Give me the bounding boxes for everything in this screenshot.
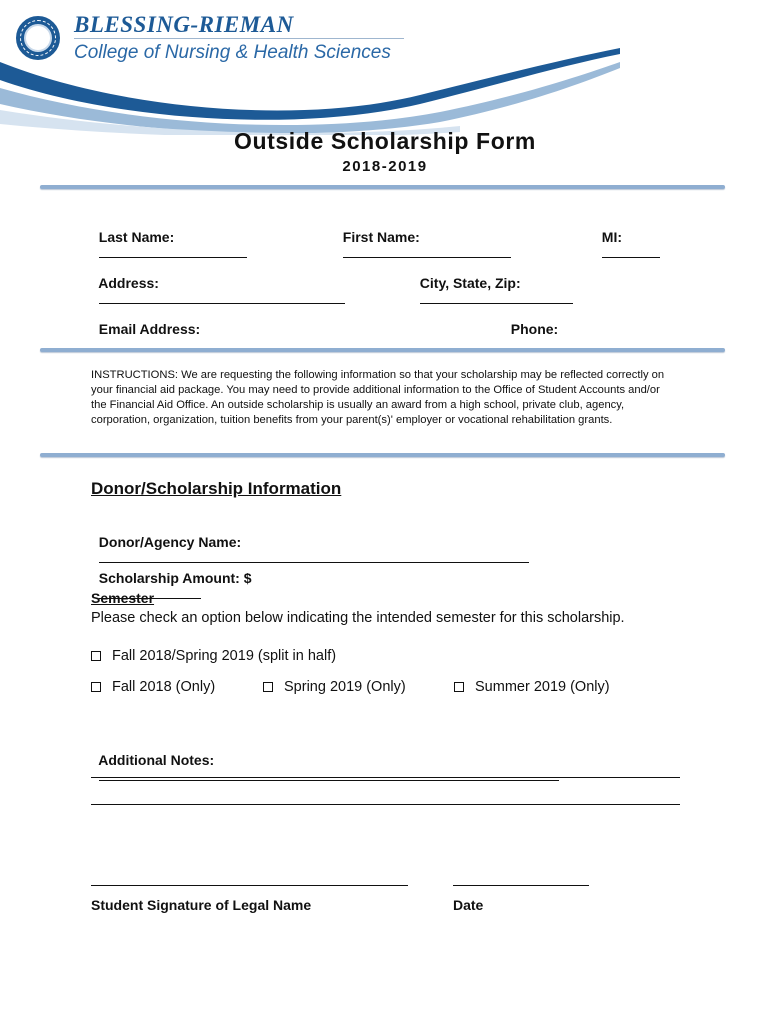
- section-divider: [40, 453, 725, 457]
- semester-heading: Semester: [91, 590, 155, 606]
- notes-line[interactable]: [91, 777, 680, 778]
- city-state-zip-label: City, State, Zip:: [419, 275, 521, 291]
- semester-option-fall[interactable]: [91, 679, 215, 695]
- donor-section-heading: Donor/Scholarship Information: [91, 479, 342, 498]
- institution-subtitle: College of Nursing & Health Sciences: [74, 42, 391, 63]
- city-state-zip-field[interactable]: [412, 259, 573, 307]
- mi-field[interactable]: [594, 213, 660, 261]
- mi-input[interactable]: [602, 245, 660, 258]
- address-field[interactable]: [91, 259, 345, 307]
- signature-line[interactable]: [91, 885, 408, 886]
- checkbox-icon[interactable]: [263, 682, 273, 692]
- last-name-field[interactable]: [91, 213, 247, 261]
- section-divider: [40, 348, 725, 352]
- checkbox-icon[interactable]: [454, 682, 464, 692]
- checkbox-icon[interactable]: [91, 651, 101, 661]
- semester-option-label: Fall 2018 (Only): [112, 679, 216, 695]
- first-name-field[interactable]: [335, 213, 511, 261]
- phone-field[interactable]: [503, 305, 633, 353]
- phone-label: Phone:: [510, 321, 559, 337]
- semester-option-summer[interactable]: [454, 679, 610, 695]
- date-line[interactable]: [453, 885, 589, 886]
- first-name-input[interactable]: [343, 245, 511, 258]
- semester-option-label: Fall 2018/Spring 2019 (split in half): [112, 648, 337, 664]
- signature-label: Student Signature of Legal Name: [91, 897, 312, 913]
- semester-option-split[interactable]: [91, 648, 336, 664]
- last-name-label: Last Name:: [98, 229, 175, 245]
- semester-option-spring[interactable]: [263, 679, 406, 695]
- form-year: 2018-2019: [342, 158, 428, 175]
- semester-description: Please check an option below indicating the intended semester for this scholarship.: [91, 610, 625, 626]
- donor-agency-label: Donor/Agency Name:: [98, 534, 242, 550]
- address-label: Address:: [98, 275, 159, 291]
- instructions-text: INSTRUCTIONS: We are requesting the following information so that your scholarship may be reflected correctly on your financial aid package. You may need to provide additional information to the Office of Student Accounts and/or the Financial Aid Office. An outside scholarship is usually an award from a high school, private club, agency, corporation, organization, tuition benefits from your parent(s)' employer or vocational rehabilitation grants.: [91, 369, 665, 426]
- semester-option-label: Summer 2019 (Only): [475, 679, 610, 695]
- notes-line[interactable]: [91, 804, 680, 805]
- last-name-input[interactable]: [99, 245, 247, 258]
- form-title: Outside Scholarship Form: [234, 128, 536, 154]
- logo-divider: [74, 38, 404, 39]
- address-input[interactable]: [99, 291, 345, 304]
- city-state-zip-input[interactable]: [420, 291, 573, 304]
- date-label: Date: [453, 897, 484, 913]
- header-swoosh: [0, 40, 770, 135]
- section-divider: [40, 185, 725, 189]
- email-field[interactable]: [91, 305, 393, 353]
- mi-label: MI:: [601, 229, 622, 245]
- email-label: Email Address:: [98, 321, 201, 337]
- checkbox-icon[interactable]: [91, 682, 101, 692]
- additional-notes-label: Additional Notes:: [98, 752, 215, 768]
- additional-notes-input[interactable]: [99, 768, 559, 781]
- institution-name: BLESSING-RIEMAN: [74, 12, 294, 37]
- scholarship-amount-label: Scholarship Amount: $: [98, 570, 252, 586]
- first-name-label: First Name:: [342, 229, 420, 245]
- semester-option-label: Spring 2019 (Only): [284, 679, 406, 695]
